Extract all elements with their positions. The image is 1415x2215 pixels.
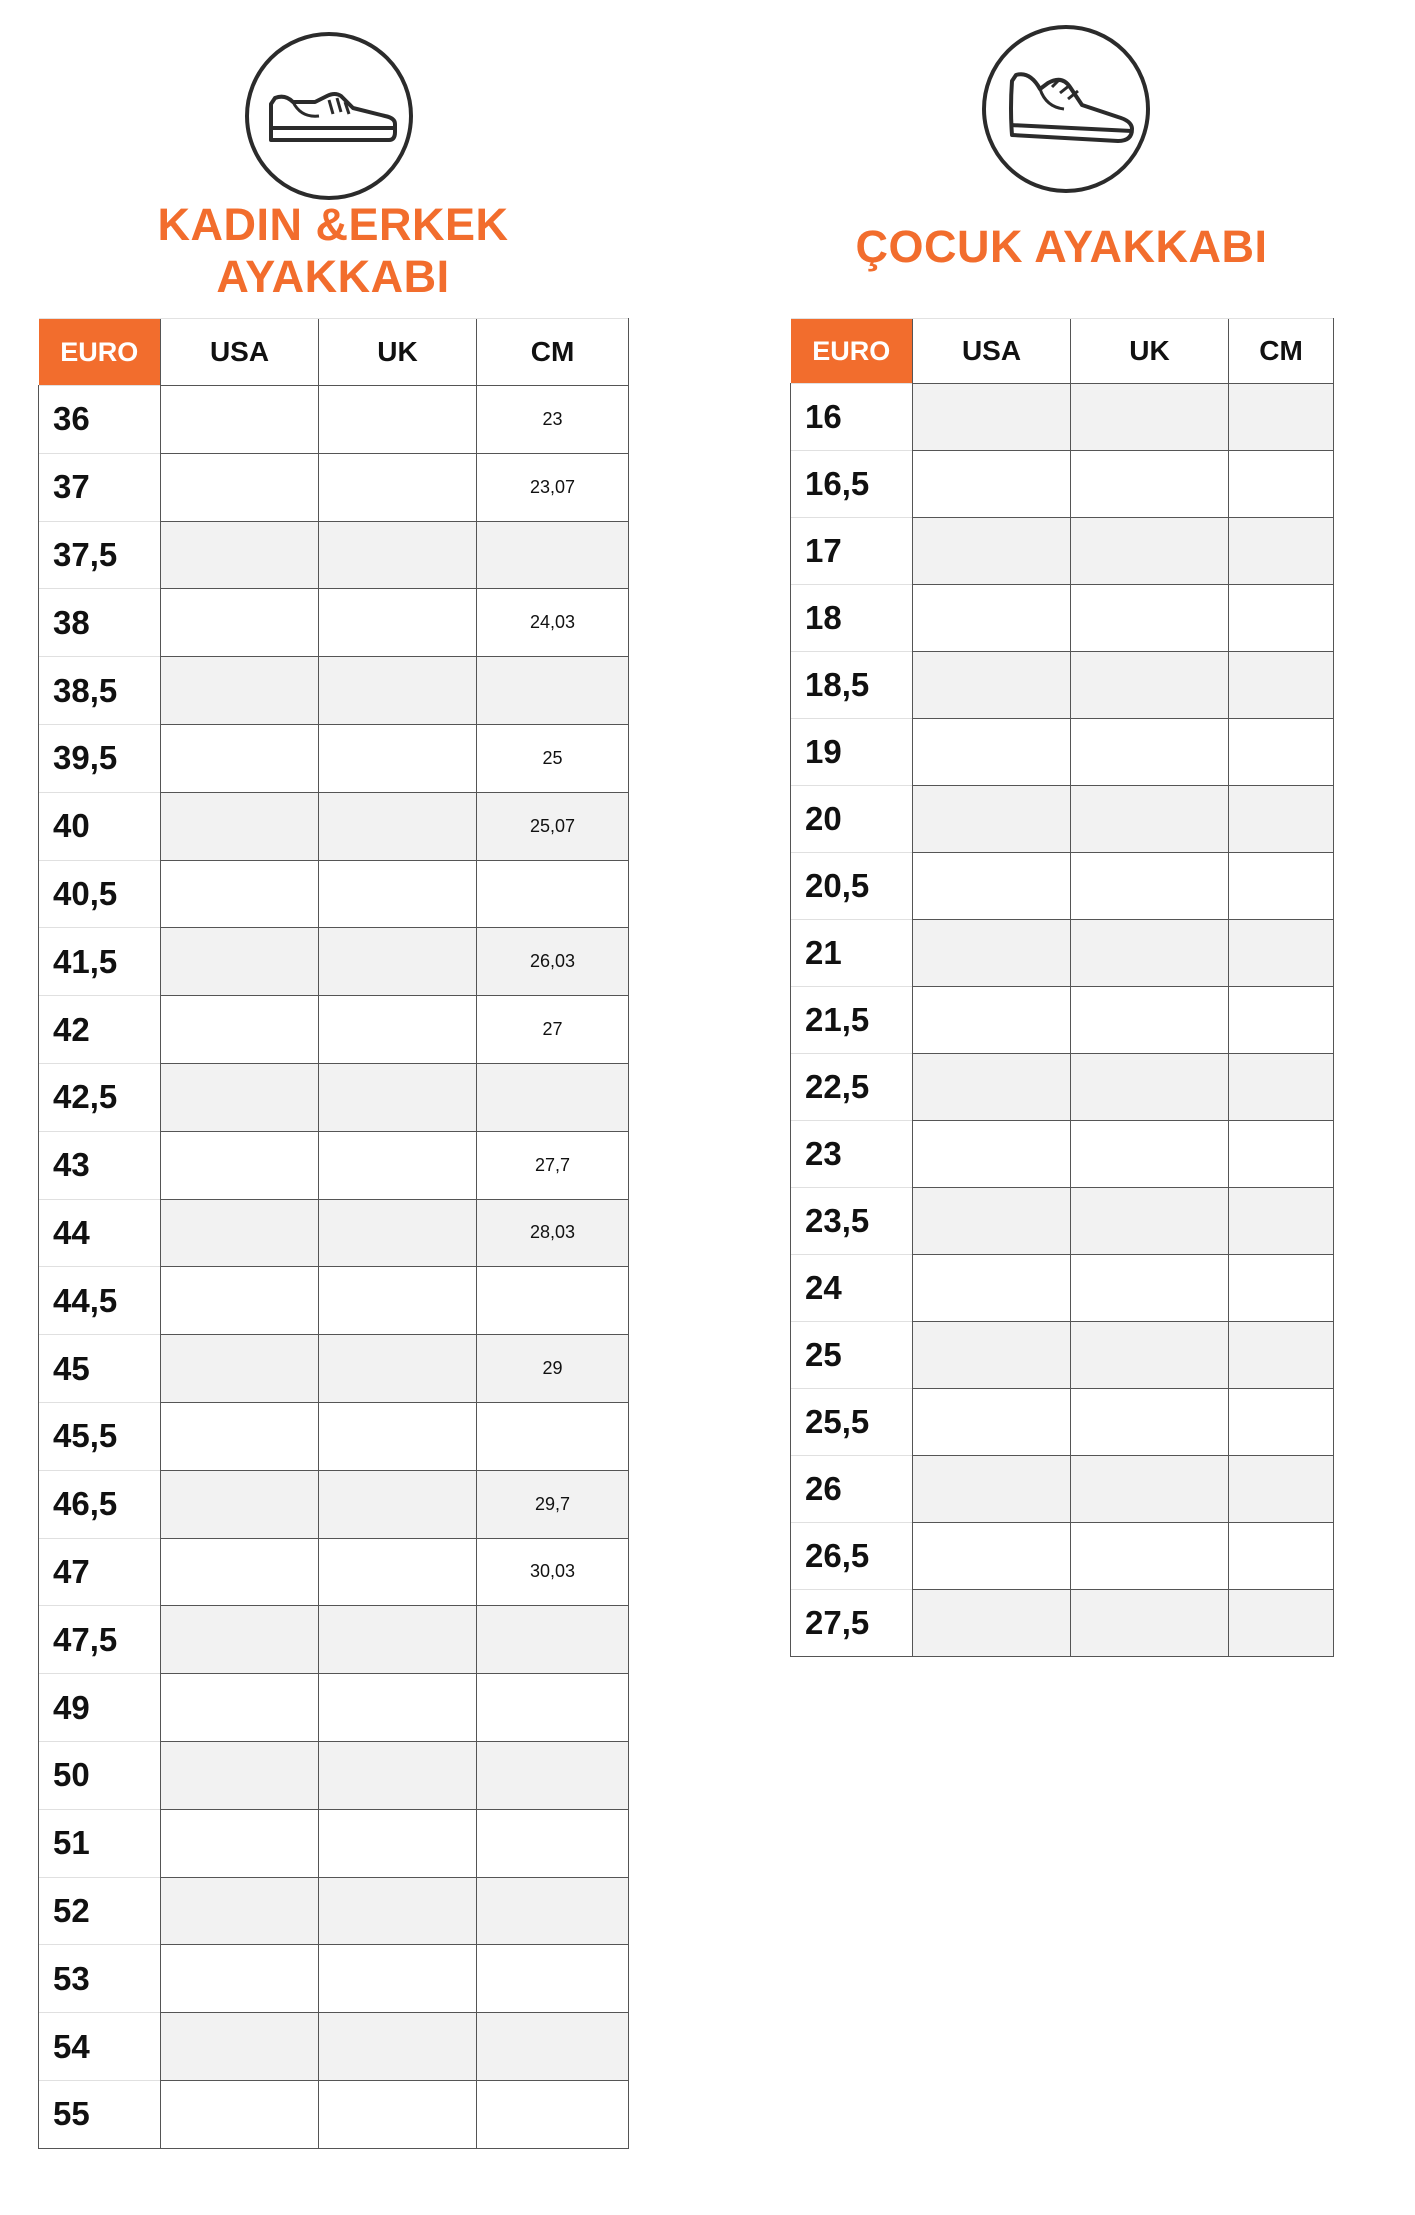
table-row: [39, 928, 629, 996]
table-row: [39, 1741, 629, 1809]
cm-size: [1229, 1456, 1334, 1523]
uk-size: [1071, 786, 1229, 853]
uk-size: [1071, 1188, 1229, 1255]
table-row: [791, 853, 1334, 920]
table-row: [791, 518, 1334, 585]
uk-size: [1071, 1255, 1229, 1322]
usa-size: [913, 1255, 1071, 1322]
euro-size: 38: [39, 589, 161, 657]
usa-size: [913, 652, 1071, 719]
cm-size: 25: [477, 724, 629, 792]
cm-size: [1229, 987, 1334, 1054]
euro-size: 51: [39, 1809, 161, 1877]
uk-size: [319, 1877, 477, 1945]
euro-size: 22,5: [791, 1054, 913, 1121]
usa-size: [161, 2013, 319, 2081]
cm-size: [1229, 518, 1334, 585]
euro-size: 23: [791, 1121, 913, 1188]
euro-size: 44: [39, 1199, 161, 1267]
euro-size: 46,5: [39, 1470, 161, 1538]
uk-size: [1071, 1456, 1229, 1523]
usa-size: [913, 1322, 1071, 1389]
euro-size: 40,5: [39, 860, 161, 928]
usa-size: [161, 1402, 319, 1470]
euro-size: 49: [39, 1674, 161, 1742]
table-row: [791, 1523, 1334, 1590]
uk-size: [1071, 1389, 1229, 1456]
euro-size: 50: [39, 1741, 161, 1809]
cm-size: [1229, 920, 1334, 987]
cm-size: [477, 1402, 629, 1470]
cm-size: 29: [477, 1335, 629, 1403]
uk-size: [1071, 518, 1229, 585]
usa-size: [913, 1456, 1071, 1523]
cm-size: [477, 1945, 629, 2013]
header-uk: UK: [1071, 319, 1229, 384]
euro-size: 16,5: [791, 451, 913, 518]
table-row: [791, 585, 1334, 652]
euro-size: 18: [791, 585, 913, 652]
euro-size: 42: [39, 996, 161, 1064]
uk-size: [319, 386, 477, 454]
usa-size: [161, 792, 319, 860]
table-row: [39, 1674, 629, 1742]
child-title: ÇOCUK AYAKKABI: [855, 221, 1268, 272]
usa-size: [913, 719, 1071, 786]
uk-size: [319, 1063, 477, 1131]
uk-size: [319, 792, 477, 860]
header-euro: EURO: [39, 319, 161, 386]
table-row: [39, 521, 629, 589]
uk-size: [1071, 719, 1229, 786]
euro-size: 25,5: [791, 1389, 913, 1456]
usa-size: [161, 1809, 319, 1877]
header-cm: CM: [1229, 319, 1334, 384]
cm-size: [477, 521, 629, 589]
cm-size: [1229, 1188, 1334, 1255]
table-row: [39, 1063, 629, 1131]
uk-size: [319, 657, 477, 725]
uk-size: [1071, 1121, 1229, 1188]
euro-size: 37,5: [39, 521, 161, 589]
uk-size: [319, 724, 477, 792]
table-row: [791, 1188, 1334, 1255]
cm-size: [1229, 585, 1334, 652]
usa-size: [161, 589, 319, 657]
uk-size: [1071, 1523, 1229, 1590]
cm-size: [1229, 1523, 1334, 1590]
cm-size: [1229, 384, 1334, 451]
table-row: [791, 987, 1334, 1054]
euro-size: 26: [791, 1456, 913, 1523]
euro-size: 17: [791, 518, 913, 585]
usa-size: [913, 451, 1071, 518]
cm-size: [477, 2080, 629, 2148]
cm-size: [1229, 652, 1334, 719]
table-row: [39, 453, 629, 521]
cm-size: [477, 1674, 629, 1742]
table-row: [39, 1335, 629, 1403]
cm-size: [1229, 719, 1334, 786]
uk-size: [319, 860, 477, 928]
header-usa: USA: [161, 319, 319, 386]
cm-size: [477, 860, 629, 928]
usa-size: [161, 1538, 319, 1606]
usa-size: [161, 996, 319, 1064]
uk-size: [319, 589, 477, 657]
cm-size: 24,03: [477, 589, 629, 657]
uk-size: [319, 996, 477, 1064]
table-row: [39, 1267, 629, 1335]
table-row: [791, 1255, 1334, 1322]
cm-size: [1229, 1255, 1334, 1322]
table-row: [39, 1199, 629, 1267]
table-row: [39, 657, 629, 725]
uk-size: [319, 1538, 477, 1606]
uk-size: [319, 928, 477, 996]
euro-size: 54: [39, 2013, 161, 2081]
usa-size: [161, 1741, 319, 1809]
euro-size: 41,5: [39, 928, 161, 996]
cm-size: 23,07: [477, 453, 629, 521]
usa-size: [913, 1389, 1071, 1456]
cm-size: [477, 1267, 629, 1335]
uk-size: [319, 1741, 477, 1809]
euro-size: 37: [39, 453, 161, 521]
table-header-row: [39, 319, 629, 386]
cm-size: 26,03: [477, 928, 629, 996]
cm-size: [1229, 1322, 1334, 1389]
table-row: [39, 1538, 629, 1606]
euro-size: 16: [791, 384, 913, 451]
euro-size: 47,5: [39, 1606, 161, 1674]
euro-size: 20,5: [791, 853, 913, 920]
header-uk: UK: [319, 319, 477, 386]
cm-size: [477, 657, 629, 725]
kids-shoe-icon: [982, 25, 1150, 193]
table-row: [39, 1945, 629, 2013]
cm-size: [477, 1606, 629, 1674]
usa-size: [161, 1877, 319, 1945]
usa-size: [913, 853, 1071, 920]
euro-size: 52: [39, 1877, 161, 1945]
uk-size: [1071, 987, 1229, 1054]
table-row: [39, 589, 629, 657]
euro-size: 26,5: [791, 1523, 913, 1590]
cm-size: 27: [477, 996, 629, 1064]
header-usa: USA: [913, 319, 1071, 384]
usa-size: [161, 1267, 319, 1335]
cm-size: [477, 1877, 629, 1945]
cm-size: [1229, 1590, 1334, 1657]
euro-size: 44,5: [39, 1267, 161, 1335]
usa-size: [161, 386, 319, 454]
table-row: [39, 724, 629, 792]
usa-size: [913, 384, 1071, 451]
euro-size: 21: [791, 920, 913, 987]
uk-size: [319, 1809, 477, 1877]
usa-size: [161, 1606, 319, 1674]
uk-size: [1071, 1054, 1229, 1121]
uk-size: [1071, 1322, 1229, 1389]
table-row: [39, 2080, 629, 2148]
table-row: [39, 1877, 629, 1945]
euro-size: 25: [791, 1322, 913, 1389]
euro-size: 38,5: [39, 657, 161, 725]
header-euro: EURO: [791, 319, 913, 384]
euro-size: 55: [39, 2080, 161, 2148]
uk-size: [319, 1606, 477, 1674]
euro-size: 24: [791, 1255, 913, 1322]
usa-size: [161, 724, 319, 792]
usa-size: [913, 1523, 1071, 1590]
usa-size: [161, 1945, 319, 2013]
table-row: [791, 1054, 1334, 1121]
usa-size: [913, 585, 1071, 652]
table-row: [791, 652, 1334, 719]
euro-size: 43: [39, 1131, 161, 1199]
euro-size: 18,5: [791, 652, 913, 719]
usa-size: [161, 1199, 319, 1267]
table-row: [39, 386, 629, 454]
cm-size: 28,03: [477, 1199, 629, 1267]
uk-size: [319, 1267, 477, 1335]
uk-size: [1071, 920, 1229, 987]
euro-size: 36: [39, 386, 161, 454]
euro-size: 27,5: [791, 1590, 913, 1657]
uk-size: [319, 521, 477, 589]
euro-size: 53: [39, 1945, 161, 2013]
table-row: [39, 996, 629, 1064]
cm-size: [477, 1063, 629, 1131]
euro-size: 47: [39, 1538, 161, 1606]
usa-size: [913, 1188, 1071, 1255]
cm-size: 27,7: [477, 1131, 629, 1199]
uk-size: [1071, 853, 1229, 920]
usa-size: [913, 786, 1071, 853]
sneaker-icon: [245, 32, 413, 200]
uk-size: [1071, 384, 1229, 451]
adult-title-line2: AYAKKABI: [216, 251, 450, 302]
uk-size: [1071, 451, 1229, 518]
child-size-table: [790, 318, 1334, 1657]
cm-size: [477, 1809, 629, 1877]
euro-size: 45,5: [39, 1402, 161, 1470]
uk-size: [319, 453, 477, 521]
table-row: [39, 792, 629, 860]
table-row: [791, 1322, 1334, 1389]
cm-size: 29,7: [477, 1470, 629, 1538]
uk-size: [319, 1402, 477, 1470]
table-row: [39, 1470, 629, 1538]
table-row: [39, 860, 629, 928]
cm-size: [477, 2013, 629, 2081]
usa-size: [913, 987, 1071, 1054]
cm-size: 25,07: [477, 792, 629, 860]
cm-size: [477, 1741, 629, 1809]
uk-size: [319, 1335, 477, 1403]
table-row: [791, 1121, 1334, 1188]
usa-size: [913, 1054, 1071, 1121]
table-header-row: [791, 319, 1334, 384]
table-row: [791, 1456, 1334, 1523]
euro-size: 40: [39, 792, 161, 860]
usa-size: [913, 1590, 1071, 1657]
usa-size: [161, 1131, 319, 1199]
header-cm: CM: [477, 319, 629, 386]
table-row: [791, 1389, 1334, 1456]
table-row: [791, 1590, 1334, 1657]
uk-size: [319, 1199, 477, 1267]
euro-size: 23,5: [791, 1188, 913, 1255]
uk-size: [1071, 1590, 1229, 1657]
usa-size: [161, 1470, 319, 1538]
euro-size: 42,5: [39, 1063, 161, 1131]
cm-size: [1229, 853, 1334, 920]
usa-size: [161, 1063, 319, 1131]
table-row: [39, 1131, 629, 1199]
uk-size: [1071, 652, 1229, 719]
table-row: [791, 719, 1334, 786]
usa-size: [161, 521, 319, 589]
euro-size: 20: [791, 786, 913, 853]
uk-size: [319, 2013, 477, 2081]
usa-size: [913, 518, 1071, 585]
usa-size: [161, 928, 319, 996]
table-row: [791, 786, 1334, 853]
usa-size: [161, 860, 319, 928]
uk-size: [319, 1945, 477, 2013]
usa-size: [161, 2080, 319, 2148]
cm-size: [1229, 1121, 1334, 1188]
table-row: [39, 1402, 629, 1470]
table-row: [39, 2013, 629, 2081]
table-row: [39, 1606, 629, 1674]
usa-size: [161, 657, 319, 725]
uk-size: [319, 1470, 477, 1538]
euro-size: 21,5: [791, 987, 913, 1054]
cm-size: [1229, 451, 1334, 518]
uk-size: [319, 1131, 477, 1199]
uk-size: [1071, 585, 1229, 652]
usa-size: [913, 920, 1071, 987]
usa-size: [161, 1335, 319, 1403]
euro-size: 45: [39, 1335, 161, 1403]
adult-title-line1: KADIN &ERKEK: [157, 199, 509, 250]
table-row: [39, 1809, 629, 1877]
cm-size: [1229, 786, 1334, 853]
usa-size: [161, 1674, 319, 1742]
cm-size: 23: [477, 386, 629, 454]
usa-size: [913, 1121, 1071, 1188]
uk-size: [319, 1674, 477, 1742]
euro-size: 39,5: [39, 724, 161, 792]
table-row: [791, 920, 1334, 987]
adult-size-table: [38, 318, 629, 2149]
cm-size: [1229, 1389, 1334, 1456]
cm-size: [1229, 1054, 1334, 1121]
usa-size: [161, 453, 319, 521]
uk-size: [319, 2080, 477, 2148]
euro-size: 19: [791, 719, 913, 786]
cm-size: 30,03: [477, 1538, 629, 1606]
table-row: [791, 384, 1334, 451]
table-row: [791, 451, 1334, 518]
